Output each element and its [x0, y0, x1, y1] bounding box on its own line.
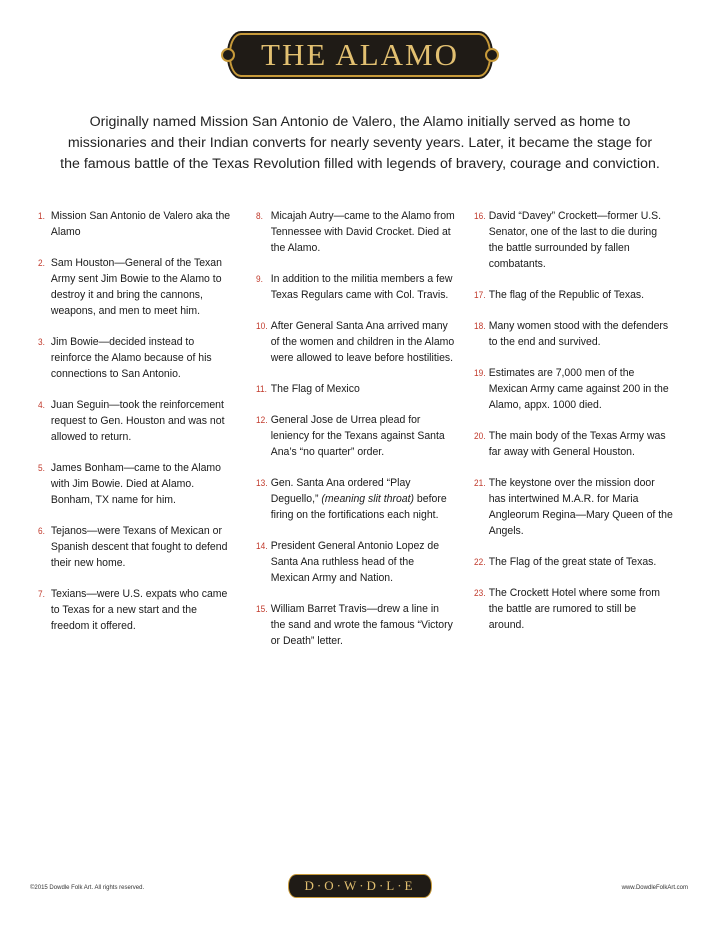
item-number: 5.: [38, 463, 45, 473]
item-text: The Flag of Mexico: [270, 383, 360, 395]
list-item: [38, 255, 238, 319]
item-text: General Jose de Urrea plead for leniency for the Texans against Santa Ana’s “no quarter” order.: [270, 414, 445, 458]
item-number: 2.: [38, 258, 45, 268]
item-number: 3.: [38, 337, 45, 347]
title-banner: [229, 33, 491, 77]
website-link[interactable]: www.DowdleFolkArt.com: [621, 885, 688, 891]
item-text: David “Davey” Crockett—former U.S. Senator, one of the last to die during the battle surrounded by fallen combatants.: [488, 210, 662, 270]
list-item: [256, 412, 456, 460]
item-text-emphasis: (meaning slit throat): [321, 493, 415, 505]
item-number: 21.: [474, 478, 486, 488]
item-text: Micajah Autry—came to the Alamo from Tennessee with David Crocket. Died at the Alamo.: [270, 210, 455, 254]
item-number: 1.: [38, 211, 45, 221]
list-item: [474, 287, 674, 303]
title-area: [0, 33, 720, 77]
item-text: The keystone over the mission door has intertwined M.A.R. for Maria Angleorum Regina—Mary Queen of the Angels.: [488, 477, 673, 537]
item-text: William Barret Travis—drew a line in the sand and wrote the famous “Victory or Death” letter.: [270, 603, 453, 647]
copyright-notice: ©2015 Dowdle Folk Art. All rights reserved.: [30, 885, 145, 891]
item-text: Estimates are 7,000 men of the Mexican Army came against 200 in the Alamo, appx. 1000 died.: [488, 367, 669, 411]
list-item: [474, 585, 674, 633]
item-text: In addition to the militia members a few Texas Regulars came with Col. Travis.: [270, 273, 453, 301]
item-number: 10.: [256, 321, 268, 331]
intro-paragraph: Originally named Mission San Antonio de Valero, the Alamo initially served as home to missionaries and their Indian converts for nearly seventy years. Later, it became the stage for the famous battle of the Texas Revolution filled with legends of bravery, courage and conviction.: [60, 114, 660, 172]
item-text-part: Gen. Santa Ana ordered “Play Deguello,”: [270, 477, 411, 505]
item-number: 12.: [256, 415, 268, 425]
list-item: [38, 523, 238, 571]
key-column-3: [474, 208, 674, 648]
item-number: 19.: [474, 368, 486, 378]
item-text: The Crockett Hotel where some from the battle are rumored to still be around.: [488, 587, 660, 631]
list-item: [38, 334, 238, 382]
key-column-2: [256, 208, 456, 664]
dowdle-logo: [288, 874, 433, 898]
item-number: 13.: [256, 478, 268, 488]
list-item: [38, 208, 238, 240]
banner-right-cap: [485, 48, 499, 62]
key-column-1: [38, 208, 238, 649]
list-item: [256, 381, 456, 397]
list-item: [256, 318, 456, 366]
list-item: [256, 271, 456, 303]
item-number: 11.: [256, 384, 267, 394]
item-number: 6.: [38, 526, 45, 536]
item-text: Tejanos—were Texans of Mexican or Spanish descent that fought to defend their new home.: [50, 525, 228, 569]
list-item: [256, 601, 456, 649]
list-item: [256, 538, 456, 586]
item-text: Texians—were U.S. expats who came to Texas for a new start and the freedom it offered.: [50, 588, 228, 632]
item-text: Mission San Antonio de Valero aka the Alamo: [50, 210, 231, 238]
list-item: [474, 428, 674, 460]
list-item: [474, 318, 674, 350]
list-item: [256, 208, 456, 256]
item-number: 7.: [38, 589, 45, 599]
item-text: Many women stood with the defenders to the end and survived.: [488, 320, 669, 348]
item-number: 14.: [256, 541, 268, 551]
item-number: 16.: [474, 211, 486, 221]
item-text: The Flag of the great state of Texas.: [488, 556, 657, 568]
page-title: THE ALAMO: [261, 37, 459, 72]
item-text: The flag of the Republic of Texas.: [488, 289, 645, 301]
item-text: President General Antonio Lopez de Santa Ana ruthless head of the Mexican Army and Nation.: [270, 540, 440, 584]
item-number: 4.: [38, 400, 45, 410]
list-item: [38, 397, 238, 445]
item-number: 20.: [474, 431, 486, 441]
list-item: [38, 460, 238, 508]
list-item: [474, 365, 674, 413]
item-text: [271, 475, 456, 523]
item-number: 17.: [474, 290, 486, 300]
list-item: [38, 586, 238, 634]
item-number: 18.: [474, 321, 486, 331]
item-text: Sam Houston—General of the Texan Army sent Jim Bowie to the Alamo to destroy it and bring the cannons, weapons, and men to meet him.: [50, 257, 222, 317]
item-text: James Bonham—came to the Alamo with Jim Bowie. Died at Alamo. Bonham, TX name for him.: [50, 462, 221, 506]
item-number: 22.: [474, 557, 486, 567]
banner-left-cap: [221, 48, 235, 62]
item-text: The main body of the Texas Army was far away with General Houston.: [488, 430, 666, 458]
item-number: 23.: [474, 588, 486, 598]
item-number: 15.: [256, 604, 268, 614]
list-item: [474, 208, 674, 272]
logo-text: D·O·W·D·L·E: [304, 878, 416, 893]
item-text: After General Santa Ana arrived many of the women and children in the Alamo were allowed to leave before hostilities.: [270, 320, 455, 364]
item-number: 9.: [256, 274, 263, 284]
item-text: Jim Bowie—decided instead to reinforce the Alamo because of his connections to San Antonio.: [50, 336, 212, 380]
list-item: [474, 475, 674, 539]
item-number: 8.: [256, 211, 263, 221]
item-text-part: before firing on the fortifications each night.: [270, 493, 447, 521]
list-item: [256, 475, 456, 523]
item-text: Juan Seguin—took the reinforcement request to Gen. Houston and was not allowed to return.: [50, 399, 225, 443]
footer-logo-area: [0, 874, 720, 898]
list-item: [474, 554, 674, 570]
